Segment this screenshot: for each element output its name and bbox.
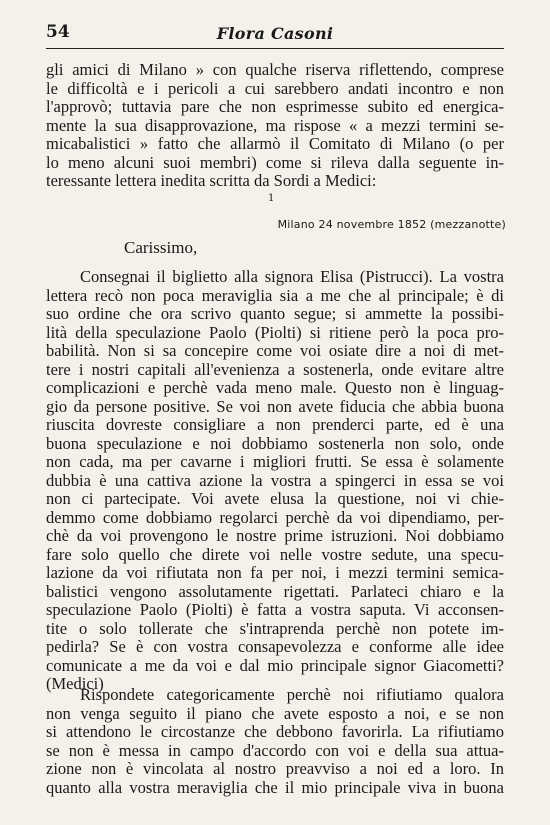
text-line: micabalistici » fatto che allarmò il Comitato di Milano (o per (46, 134, 504, 153)
text-line: teressante lettera inedita scritta da Sordi a Medici: (46, 171, 377, 190)
text-line: le difficoltà e i pericoli a cui sarebbero andati incontro e non (46, 78, 504, 98)
text-line: babilità. Non si sa concepire come voi osiate dire a noi di met- (46, 341, 504, 360)
text-line: si attendono le circostanze che debbono favorirla. La rifiutiamo (46, 722, 504, 741)
text-line: gio da persone positive. Se voi non avete fiducia che abbia buona (46, 396, 504, 416)
text-line: lettera recò non poca meraviglia sia a me che al principale; è di (46, 285, 504, 305)
text-line: gli amici di Milano » con qualche riserva riflettendo, comprese (46, 60, 504, 79)
margin-mark: 1 (268, 193, 275, 204)
text-line: l'approvò; tuttavia pare che non esprimesse subito ed energica- (46, 97, 504, 116)
text-line: se non è messa in campo d'accordo con voi e della sua attua- (46, 740, 504, 760)
running-head: Flora Casoni (216, 24, 334, 43)
letter-dateline: Milano 24 novembre 1852 (mezzanotte) (277, 218, 506, 231)
text-line: demmo come dobbiamo regolarci perchè da voi dipendiamo, per- (46, 507, 504, 527)
text-line: Rispondete categoricamente perchè noi rifiutiamo qualora (80, 685, 504, 704)
text-line: buona speculazione e noi dobbiamo sostenerla non solo, onde (46, 433, 504, 453)
text-line: lo meno alcuni suoi membri) come si rileva dalla seguente in- (46, 152, 504, 172)
intro-paragraph (46, 61, 504, 191)
letter-salutation: Carissimo, (124, 238, 198, 257)
closing-paragraph (46, 686, 504, 797)
text-line: zione non è vincolata al nostro preavviso a noi ed a loro. In (46, 759, 504, 778)
text-line: complicazioni e perchè vada meno male. Questo non è linguag- (46, 378, 504, 397)
text-line: quanto alla vostra meraviglia che il mio principale viva in buona (46, 777, 504, 797)
page-header (46, 22, 504, 49)
text-line: balistici vengono assolutamente rigettati. Parlateci chiaro e la (46, 581, 504, 601)
letter-signature: (Medici) (46, 674, 104, 693)
text-line: pedirla? Se è con vostra consapevolezza e conforme alle idee (46, 637, 504, 656)
text-line: chè da voi provengono le nostre prime istruzioni. Noi dobbiamo (46, 526, 504, 545)
text-line: non cada, ma per cavarne i migliori frutti. Se essa è solamente (46, 452, 504, 471)
text-line: lazione da voi rifiutata non fa per noi, i mezzi termini semica- (46, 563, 504, 582)
text-line: riuscita dovreste consigliare a non prenderci parte, ed è una (46, 415, 504, 434)
text-line: tite o solo tollerate che s'intraprenda perchè non potete im- (46, 618, 504, 638)
text-line: tere i nostri capitali all'evenienza a sostenerla, onde evitare altre (46, 359, 504, 379)
letter-body (46, 268, 504, 694)
text-line: suo ordine che ora scrivo quanto segue; si ammette la possibi- (46, 304, 504, 323)
page-number: 54 (46, 22, 70, 42)
text-line: speculazione Paolo (Piolti) è fatta a vostra saputa. Vi acconsen- (46, 600, 504, 619)
text-line: Consegnai il biglietto alla signora Elisa (Pistrucci). La vostra (80, 267, 504, 286)
text-line: mente la sua disapprovazione, ma rispose « a mezzi termini se- (46, 115, 504, 135)
text-line: lità della speculazione Paolo (Piolti) si ritiene però la poca pro- (46, 322, 504, 342)
text-line: fare solo quello che direte voi nelle vostre sedute, una specu- (46, 544, 504, 564)
text-line: comunicate a me da voi e dal mio principale signor Giacometti? (46, 655, 504, 675)
text-line: dubbia è una cattiva azione la vostra a spingerci in essa se voi (46, 470, 504, 490)
text-line: non venga seguito il piano che avete esposto a noi, e se non (46, 703, 504, 723)
text-line: non ci partecipate. Voi avete elusa la questione, noi vi chie- (46, 489, 504, 508)
